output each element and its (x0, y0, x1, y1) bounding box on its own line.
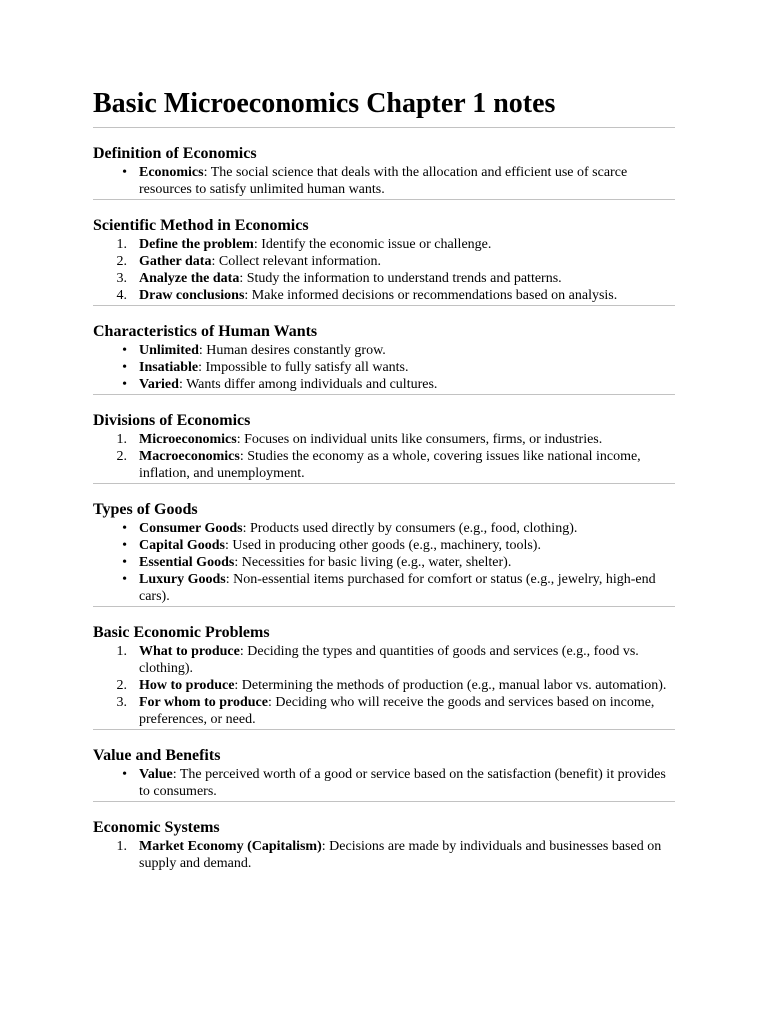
bullet-icon: • (122, 360, 127, 375)
item-description: : Impossible to fully satisfy all wants. (198, 360, 409, 375)
list-number: 1. (116, 237, 127, 252)
section (93, 817, 675, 872)
list-item (93, 431, 675, 448)
item-term: Analyze the data (139, 271, 240, 286)
list-number: 2. (116, 254, 127, 269)
bullet-list (93, 766, 675, 800)
section-divider (93, 305, 675, 306)
numbered-list (93, 838, 675, 872)
item-description: : Wants differ among individuals and cultures. (178, 377, 438, 392)
section-divider (93, 483, 675, 484)
list-number: 1. (116, 432, 127, 447)
list-number: 2. (116, 678, 127, 693)
list-number: 3. (116, 695, 127, 710)
list-item (93, 694, 675, 728)
bullet-icon: • (122, 767, 127, 782)
list-item (93, 287, 675, 304)
section (93, 622, 675, 730)
sections-container (93, 143, 675, 872)
bullet-icon: • (122, 555, 127, 570)
bullet-icon: • (122, 572, 127, 587)
item-term: Varied (139, 377, 179, 392)
section (93, 745, 675, 802)
section-heading: Characteristics of Human Wants (93, 323, 318, 340)
section (93, 215, 675, 306)
item-term: Define the problem (139, 237, 254, 252)
bullet-icon: • (122, 343, 127, 358)
list-item (93, 643, 675, 677)
item-description: : The perceived worth of a good or service based on the satisfaction (benefit) it provides to consumers. (139, 767, 666, 799)
item-term: Insatiable (139, 360, 199, 375)
item-description: : Collect relevant information. (211, 254, 381, 269)
bullet-icon: • (122, 377, 127, 392)
bullet-list (93, 520, 675, 605)
list-item (93, 236, 675, 253)
section-divider (93, 394, 675, 395)
section (93, 143, 675, 200)
item-term: What to produce (139, 644, 240, 659)
list-item (93, 537, 675, 554)
item-term: Essential Goods (139, 555, 235, 570)
item-term: How to produce (139, 678, 235, 693)
item-description: : Identify the economic issue or challenge. (253, 237, 492, 252)
section-heading: Economic Systems (93, 819, 220, 836)
item-term: Market Economy (Capitalism) (139, 839, 322, 854)
bullet-icon: • (122, 521, 127, 536)
item-description: : Decisions are made by individuals and businesses based on supply and demand. (139, 839, 662, 871)
list-item (93, 571, 675, 605)
item-term: Macroeconomics (139, 449, 240, 464)
section-divider (93, 729, 675, 730)
item-description: : Products used directly by consumers (e.g., food, clothing). (242, 521, 578, 536)
item-description: : Non-essential items purchased for comfort or status (e.g., jewelry, high-end cars). (139, 572, 656, 604)
section-heading: Divisions of Economics (93, 412, 251, 429)
section-heading: Scientific Method in Economics (93, 217, 309, 234)
list-item (93, 253, 675, 270)
item-term: Unlimited (139, 343, 199, 358)
item-description: : The social science that deals with the allocation and efficient use of scarce resources to satisfy unlimited human wants. (139, 165, 628, 197)
section (93, 321, 675, 395)
section-heading: Basic Economic Problems (93, 624, 270, 641)
page-title: Basic Microeconomics Chapter 1 notes (93, 88, 556, 119)
item-description: : Study the information to understand trends and patterns. (239, 271, 562, 286)
numbered-list (93, 236, 675, 304)
section (93, 410, 675, 484)
numbered-list (93, 431, 675, 482)
numbered-list (93, 643, 675, 728)
section-divider (93, 801, 675, 802)
list-number: 3. (116, 271, 127, 286)
item-description: : Deciding the types and quantities of goods and services (e.g., food vs. clothing). (139, 644, 639, 676)
item-term: Luxury Goods (139, 572, 226, 587)
item-term: Microeconomics (139, 432, 237, 447)
item-term: Consumer Goods (139, 521, 243, 536)
list-item (93, 554, 675, 571)
list-item (93, 376, 675, 393)
list-item (93, 677, 675, 694)
item-description: : Determining the methods of production (e.g., manual labor vs. automation). (234, 678, 667, 693)
section-heading: Value and Benefits (93, 747, 221, 764)
item-term: Draw conclusions (139, 288, 245, 303)
item-term: Gather data (139, 254, 212, 269)
item-description: : Human desires constantly grow. (198, 343, 386, 358)
list-item (93, 270, 675, 287)
title-divider (93, 127, 675, 128)
item-description: : Necessities for basic living (e.g., water, shelter). (234, 555, 512, 570)
item-description: : Studies the economy as a whole, covering issues like national income, inflation, and unemployment. (139, 449, 641, 481)
list-item (93, 342, 675, 359)
bullet-icon: • (122, 538, 127, 553)
section-divider (93, 199, 675, 200)
item-description: : Make informed decisions or recommendations based on analysis. (244, 288, 618, 303)
item-description: : Used in producing other goods (e.g., machinery, tools). (224, 538, 541, 553)
list-item (93, 520, 675, 537)
list-item (93, 164, 675, 198)
bullet-icon: • (122, 165, 127, 180)
list-number: 4. (116, 288, 127, 303)
section-heading: Definition of Economics (93, 145, 257, 162)
item-description: : Focuses on individual units like consumers, firms, or industries. (236, 432, 603, 447)
item-term: For whom to produce (139, 695, 268, 710)
section-heading: Types of Goods (93, 501, 198, 518)
item-term: Economics (139, 165, 204, 180)
bullet-list (93, 342, 675, 393)
list-item (93, 838, 675, 872)
section-divider (93, 606, 675, 607)
section (93, 499, 675, 607)
item-description: : Deciding who will receive the goods and services based on income, preferences, or need. (139, 695, 655, 727)
list-number: 2. (116, 449, 127, 464)
item-term: Capital Goods (139, 538, 225, 553)
list-number: 1. (116, 839, 127, 854)
bullet-list (93, 164, 675, 198)
list-number: 1. (116, 644, 127, 659)
list-item (93, 766, 675, 800)
list-item (93, 359, 675, 376)
list-item (93, 448, 675, 482)
item-term: Value (139, 767, 173, 782)
